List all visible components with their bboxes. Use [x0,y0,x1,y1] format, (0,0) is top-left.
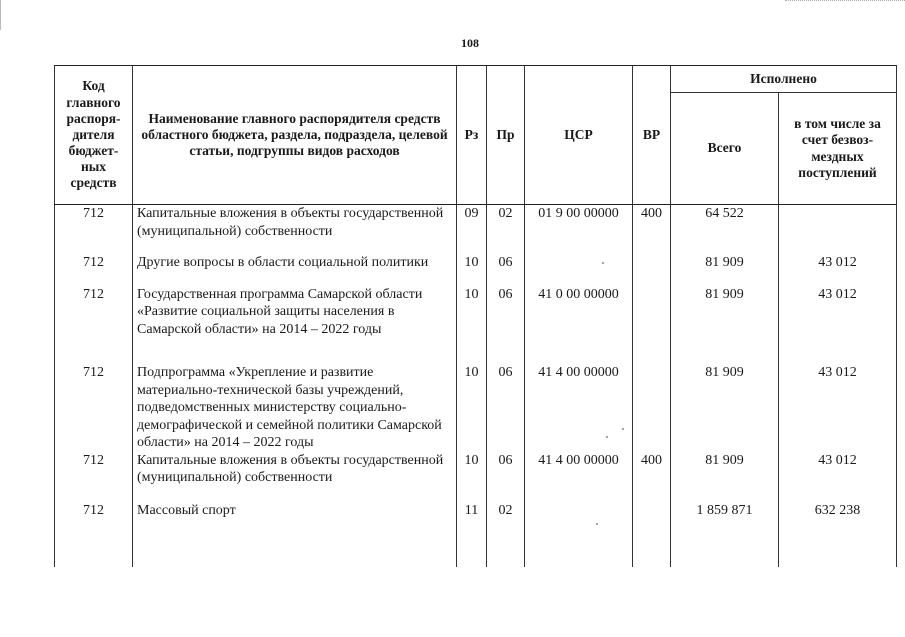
cell-pr: 06 [487,452,525,502]
page-number: 108 [461,36,479,50]
header-code: Код главного распоря-дителя бюджет-ных средств [55,66,133,205]
cell-code: 712 [55,254,133,286]
cell-pr: 06 [487,286,525,365]
scan-speck [606,436,608,438]
cell-free: 43 012 [779,364,897,452]
scan-speck [622,428,624,430]
cell-code: 712 [55,502,133,568]
cell-free: 43 012 [779,254,897,286]
cell-csr: 41 0 00 00000 [525,286,633,365]
cell-csr [525,502,633,568]
cell-csr: 41 4 00 00000 [525,364,633,452]
header-rz: Рз [457,66,487,205]
cell-vr [633,254,671,286]
cell-rz: 11 [457,502,487,568]
header-free: в том числе за счет безвоз-мездных поступлений [779,93,897,205]
cell-name: Капитальные вложения в объекты государственной (муниципальной) собственности [133,205,457,255]
cell-vr [633,502,671,568]
cell-code: 712 [55,286,133,365]
table-row [55,254,897,286]
cell-total: 1 859 871 [671,502,779,568]
table-row [55,452,897,502]
header-executed: Исполнено [671,66,897,93]
cell-csr: 01 9 00 00000 [525,205,633,255]
cell-rz: 09 [457,205,487,255]
cell-rz: 10 [457,452,487,502]
cell-total: 81 909 [671,254,779,286]
cell-free [779,205,897,255]
scan-speck [602,262,604,264]
scan-speck [596,523,598,525]
cell-vr: 400 [633,452,671,502]
cell-code: 712 [55,364,133,452]
table-header [55,66,897,205]
cell-free: 43 012 [779,452,897,502]
table-row [55,286,897,365]
cell-vr: 400 [633,205,671,255]
cell-rz: 10 [457,286,487,365]
header-name: Наименование главного распорядителя средств областного бюджета, раздела, подраздела, целевой статьи, подгруппы видов расходов [133,66,457,205]
cell-name: Капитальные вложения в объекты государственной (муниципальной) собственности [133,452,457,502]
table-row [55,502,897,568]
table-body [55,205,897,568]
scan-edge-mark-top [785,0,905,4]
header-total: Всего [671,93,779,205]
budget-table [54,65,897,567]
header-pr: Пр [487,66,525,205]
cell-free: 43 012 [779,286,897,365]
cell-pr: 02 [487,502,525,568]
cell-total: 81 909 [671,364,779,452]
cell-pr: 06 [487,364,525,452]
cell-code: 712 [55,452,133,502]
cell-name: Массовый спорт [133,502,457,568]
cell-name: Подпрограмма «Укрепление и развитие материально-технической базы учреждений, подведомственных министерству социально-демографической и семейной политики Самарской области» на 2014 – 2022 годы [133,364,457,452]
cell-pr: 06 [487,254,525,286]
cell-csr [525,254,633,286]
cell-total: 81 909 [671,452,779,502]
cell-vr [633,364,671,452]
cell-rz: 10 [457,364,487,452]
scan-edge-mark [0,0,9,30]
header-csr: ЦСР [525,66,633,205]
cell-vr [633,286,671,365]
cell-total: 81 909 [671,286,779,365]
table-row [55,205,897,255]
cell-rz: 10 [457,254,487,286]
cell-name: Другие вопросы в области социальной политики [133,254,457,286]
cell-pr: 02 [487,205,525,255]
cell-total: 64 522 [671,205,779,255]
cell-name: Государственная программа Самарской области «Развитие социальной защиты населения в Самарской области» на 2014 – 2022 годы [133,286,457,365]
cell-code: 712 [55,205,133,255]
header-vr: ВР [633,66,671,205]
cell-free: 632 238 [779,502,897,568]
cell-csr: 41 4 00 00000 [525,452,633,502]
table-row [55,364,897,452]
